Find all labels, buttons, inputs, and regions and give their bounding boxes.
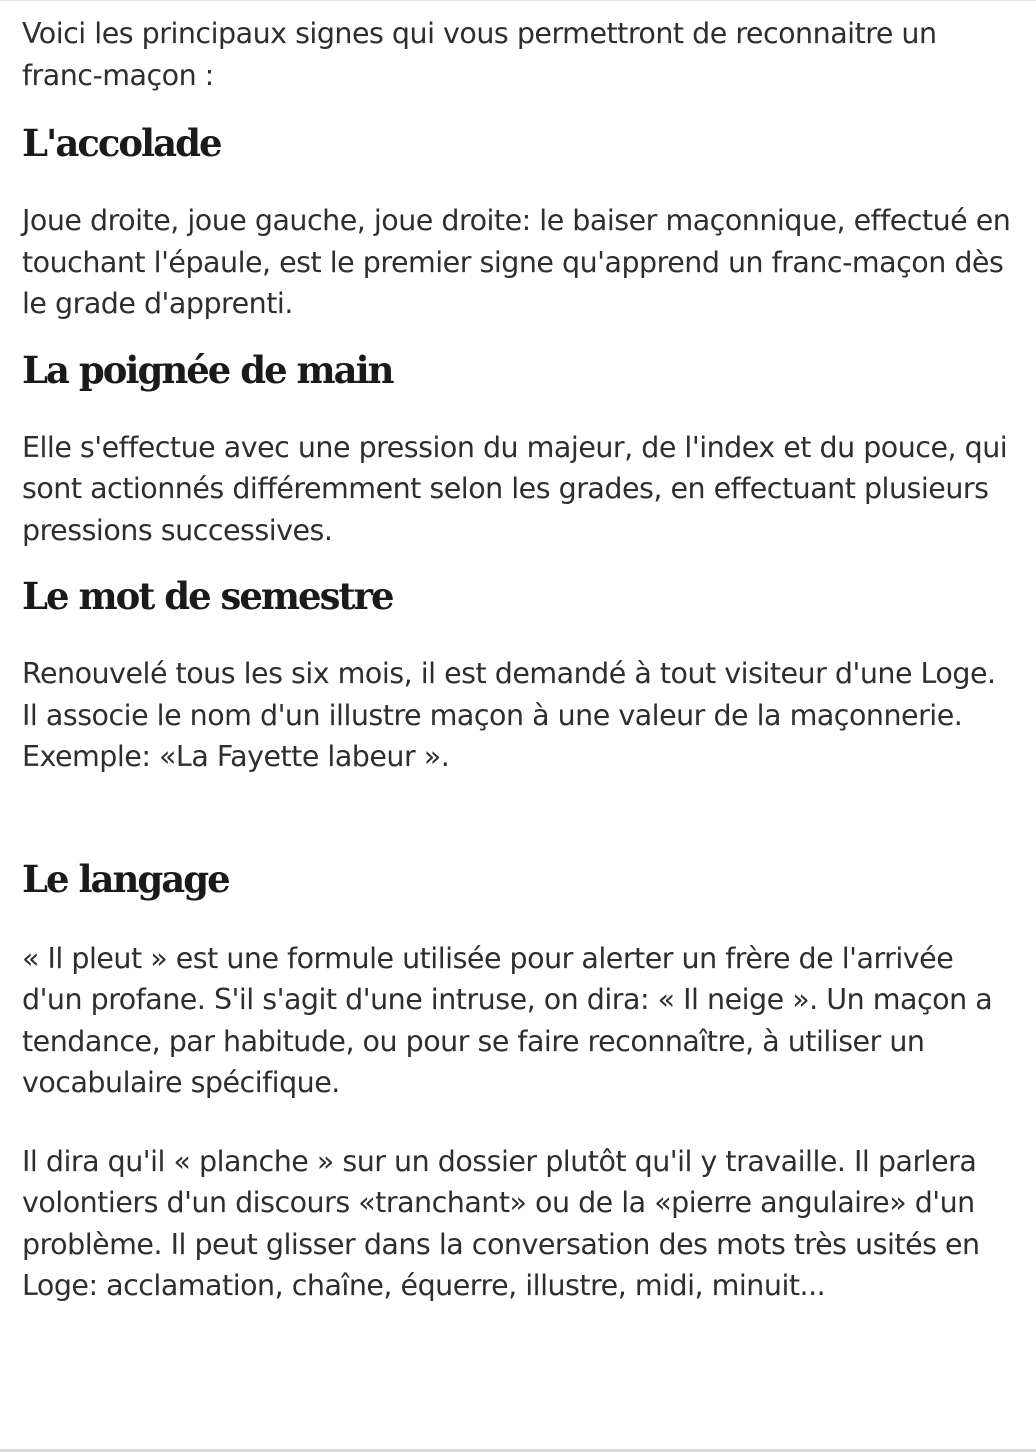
- section-paragraph-langage-2: Il dira qu'il « planche » sur un dossier plutôt qu'il y travaille. Il parlera volontiers d'un discours «tranchant» ou de la «pierre angulaire» d'un problème. Il peut glisser dans la conversation des mots très usités en Loge: acclamation, chaîne, équerre, illustre, midi, minuit...: [22, 1144, 980, 1302]
- intro-paragraph: Voici les principaux signes qui vous permettront de reconnaitre un franc-maçon :: [22, 17, 937, 92]
- section-heading-accolade: L'accolade: [22, 121, 221, 165]
- section-paragraph-accolade: Joue droite, joue gauche, joue droite: le baiser maçonnique, effectué en touchant l'épaule, est le premier signe qu'apprend un franc-maçon dès le grade d'apprenti.: [22, 204, 1011, 320]
- section-paragraph-mot-de-semestre: Renouvelé tous les six mois, il est demandé à tout visiteur d'une Loge. Il associe le nom d'un illustre maçon à une valeur de la maçonnerie. Exemple: «La Fayette labeur ».: [22, 657, 996, 773]
- section-heading-mot-de-semestre: Le mot de semestre: [22, 574, 393, 618]
- section-paragraph-poignee: Elle s'effectue avec une pression du majeur, de l'index et du pouce, qui sont actionnés différemment selon les grades, en effectuant plusieurs pressions successives.: [22, 430, 1008, 547]
- section-paragraph-langage-1: « Il pleut » est une formule utilisée pour alerter un frère de l'arrivée d'un profane. S'il s'agit d'une intruse, on dira: « Il neige ». Un maçon a tendance, par habitude, ou pour se faire reconnaître, à utiliser un vocabulaire spécifique.: [22, 941, 993, 1099]
- article-body: [22, 13, 1012, 1307]
- section-heading-poignee: La poignée de main: [22, 347, 393, 392]
- section-heading-langage: Le langage: [22, 856, 229, 901]
